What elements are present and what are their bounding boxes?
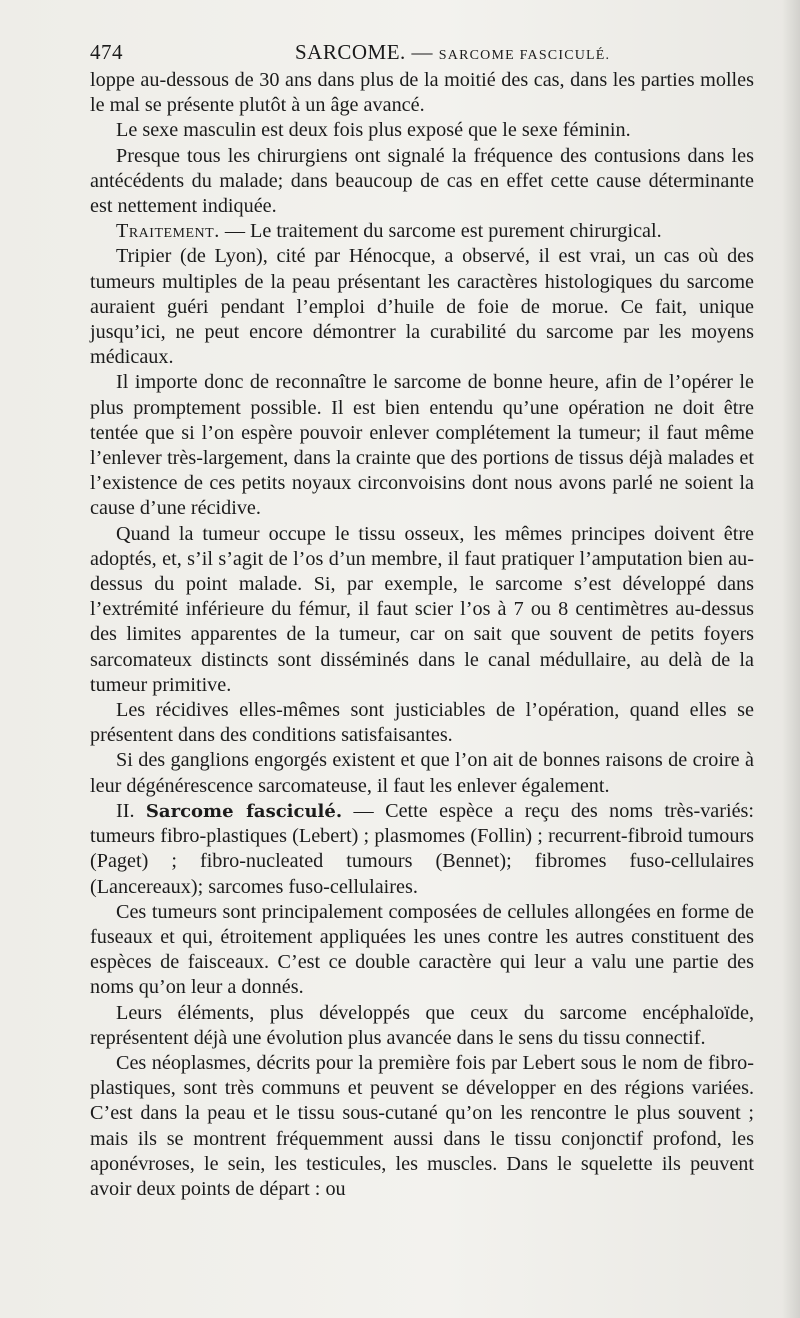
- paragraph-bone-tumor: Quand la tumeur occupe le tissu osseux, les mêmes principes doivent être adoptés, et, s’il s’agit de l’os d’un membre, il faut pratiquer l’amputation bien au-dessus du point malade. Si, par exemple, le sarcome s’est développé dans l’extrémité inférieure du fémur, il faut scier l’os à 7 ou 8 centimètres au-dessus des limites apparentes de la tumeur, car on sait que souvent de petits foyers sarcomateux distincts sont disséminés dans le canal médullaire, au delà de la tumeur primitive.: [90, 522, 754, 696]
- section-title-sarcome-fascicule: Sarcome fasciculé.: [145, 800, 343, 822]
- chapter-title: SARCOME.: [295, 40, 406, 64]
- running-header: [90, 34, 754, 68]
- title-separator: —: [411, 40, 434, 64]
- section-number: II.: [116, 799, 135, 822]
- paragraph-sex-ratio: Le sexe masculin est deux fois plus exposé que le sexe féminin.: [116, 119, 631, 142]
- paragraph-cellules: Ces tumeurs sont principalement composées de cellules allongées en forme de fuseaux et qui, étroitement appliquées les unes contre les autres constituent des espèces de faisceaux. C’est ce double caractère qui leur a valu une partie des noms qu’on leur a donnés.: [90, 900, 754, 999]
- paragraph-sarcome-fascicule: [90, 799, 754, 900]
- paragraph-early-operation: Il importe donc de reconnaître le sarcome de bonne heure, afin de l’opérer le plus promptement possible. Il est bien entendu qu’une opération ne doit être tentée que si l’on espère pouvoir enlever complétement la tumeur; il faut même l’enlever très-largement, dans la crainte que des portions de tissus déjà malades et l’existence de ces petits noyaux circonvoisins dont nous avons parlé ne soient la cause d’une récidive.: [90, 371, 754, 520]
- paragraph-traitement: [90, 219, 754, 244]
- paragraph-tripier: Tripier (de Lyon), cité par Hénocque, a observé, il est vrai, un cas où des tumeurs multiples de la peau présentant les caractères histologiques du sarcome auraient guéri pendant l’emploi d’huile de foie de morue. Ce fait, unique jusqu’ici, ne peut encore démontrer la curabilité du sarcome par les moyens médicaux.: [90, 245, 754, 369]
- page-number: 474: [90, 40, 123, 64]
- paragraph-ganglions: Si des ganglions engorgés existent et que l’on ait de bonnes raisons de croire à leur dégénérescence sarcomateuse, il faut les enlever également.: [90, 749, 754, 797]
- paragraph-elements: Leurs éléments, plus développés que ceux du sarcome encéphaloïde, représentent déjà une évolution plus avancée dans le sens du tissu connectif.: [90, 1001, 754, 1049]
- body-text: [90, 68, 754, 1202]
- running-title: [295, 40, 610, 65]
- section-subtitle: SARCOME FASCICULÉ.: [438, 48, 611, 63]
- paragraph-recidives: Les récidives elles-mêmes sont justiciables de l’opération, quand elles se présentent dans des conditions satisfaisantes.: [90, 699, 754, 747]
- paragraph-sarcome-fascicule-text: — Cette espèce a reçu des noms très-variés: tumeurs fibro-plastiques (Lebert) ; plasmomes (Follin) ; recurrent-fibroid tumours (Paget) ; fibro-nucleated tumours (Bennet); fibromes fuso-cellulaires (Lancereaux); sarcomes fuso-cellulaires.: [90, 799, 754, 898]
- section-lead-traitement: Traitement.: [116, 220, 220, 243]
- paragraph-continuation: loppe au-dessous de 30 ans dans plus de la moitié des cas, dans les parties molles le mal se présente plutôt à un âge avancé.: [90, 69, 754, 117]
- paragraph-neoplasmes: Ces néoplasmes, décrits pour la première fois par Lebert sous le nom de fibro-plastiques, sont très communs et peuvent se développer en des régions variées. C’est dans la peau et le tissu sous-cutané qu’on les rencontre le plus souvent ; mais ils se montrent fréquemment aussi dans le tissu conjonctif profond, les aponévroses, le sein, les testicules, les muscles. Dans le squelette ils peuvent avoir deux points de départ : ou: [90, 1051, 754, 1200]
- paragraph-contusions: Presque tous les chirurgiens ont signalé la fréquence des contusions dans les antécédents du malade; dans beaucoup de cas en effet cette cause déterminante est nettement indiquée.: [90, 144, 754, 218]
- paragraph-traitement-text: — Le traitement du sarcome est purement chirurgical.: [219, 220, 662, 243]
